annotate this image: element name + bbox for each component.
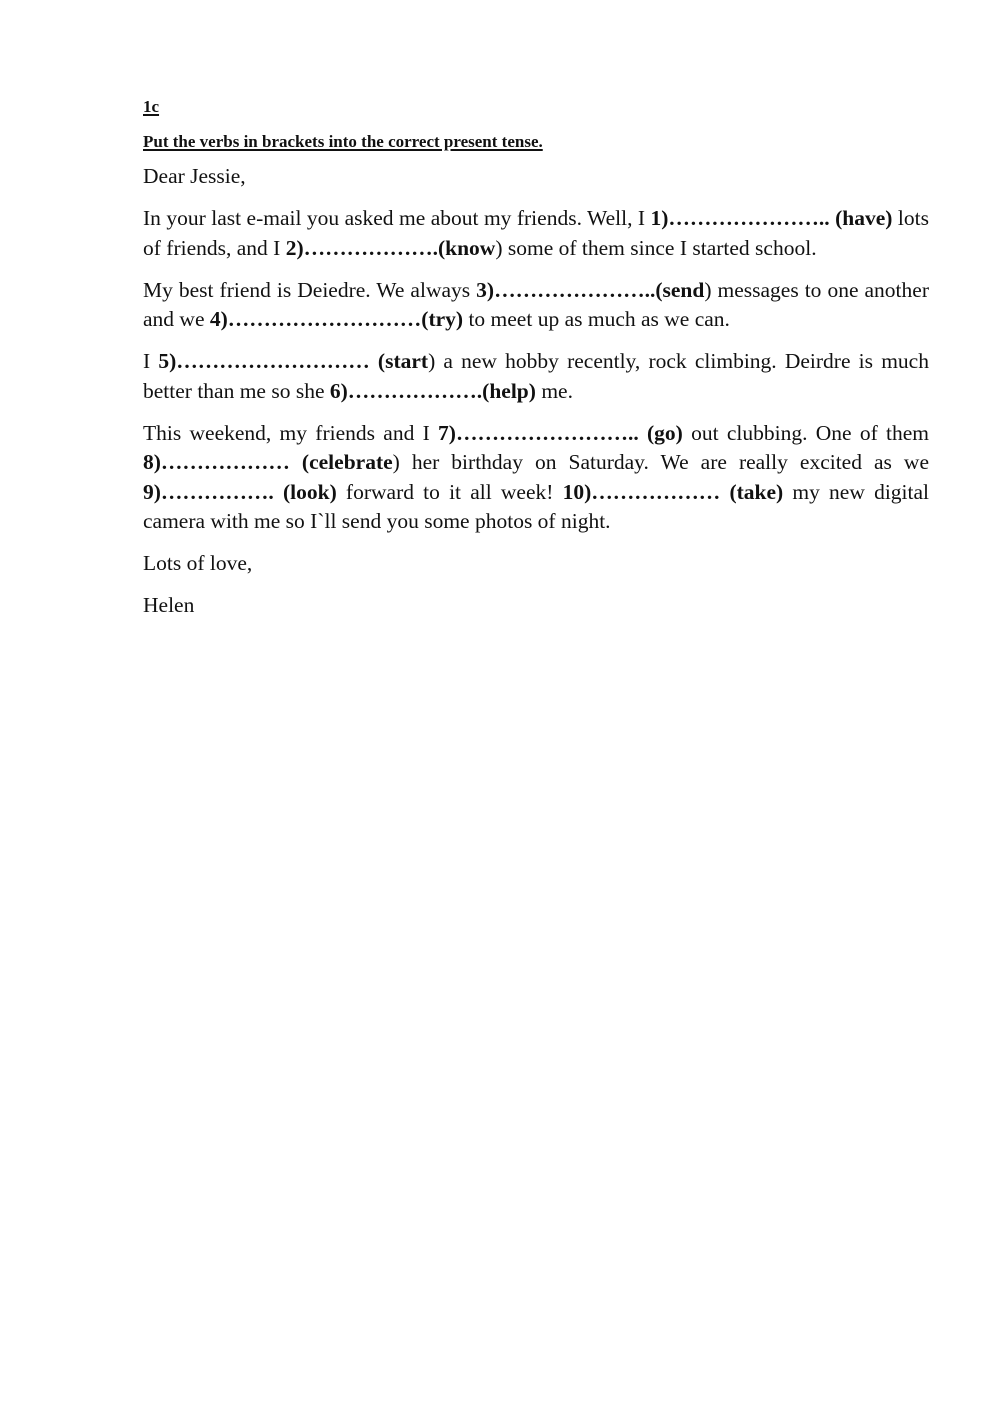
letter-closing: Lots of love, [143,551,253,575]
gap-1: 1)………………….. [650,206,830,230]
paragraph-text: I [143,349,159,373]
paragraph-text: forward to it all week! [336,479,563,504]
paragraph-text: to meet up as much as we can. [463,307,730,331]
paragraph-text: My best friend is Deiedre. We always [143,277,477,302]
paragraph-text: my new digital camera with me so I`ll send you some photos of night. [143,479,930,533]
paragraph-text: ) messages to one another and we [143,277,929,331]
exercise-code: 1c [143,97,160,116]
gap-10: 10)……………… (take) [562,479,784,504]
gap-6: 6)……………….(help) [329,378,536,403]
worksheet-page [143,96,929,633]
paragraph-text: In your last e-mail you asked me about my friends. Well, I [143,206,651,230]
paragraph-text: This weekend, my friends and I [143,420,439,445]
letter-paragraph-4 [143,419,929,537]
gap-4: 4)………………………(try) [209,307,464,331]
paragraph-text: out clubbing. One of them [682,420,929,445]
instruction-heading: Put the verbs in brackets into the correct present tense. [143,132,543,151]
paragraph-text: ) a new hobby recently, rock climbing. Deirdre is much better than me so she [143,349,929,403]
gap-2: 2)……………….(know [285,235,496,260]
paragraph-text: ) her birthday on Saturday. We are really excited as we [392,450,930,474]
letter-greeting: Dear Jessie, [143,164,246,188]
verb-cue-have: (have) [835,206,893,230]
letter-paragraph-1 [143,204,929,263]
gap-5: 5)……………………… (start [158,349,429,373]
paragraph-text: ) some of them since I started school. [495,235,817,260]
gap-7: 7)…………………….. (go) [438,420,683,445]
letter-signature: Helen [143,593,195,617]
paragraph-text: lots of friends, and I [143,206,929,260]
gap-9: 9)……………. (look) [143,479,337,504]
letter-paragraph-3 [143,347,929,406]
gap-8: 8)……………… (celebrate [143,450,393,474]
letter-paragraph-2 [143,276,929,335]
gap-3: 3)…………………..(send [476,277,705,302]
paragraph-text: me. [535,378,573,403]
